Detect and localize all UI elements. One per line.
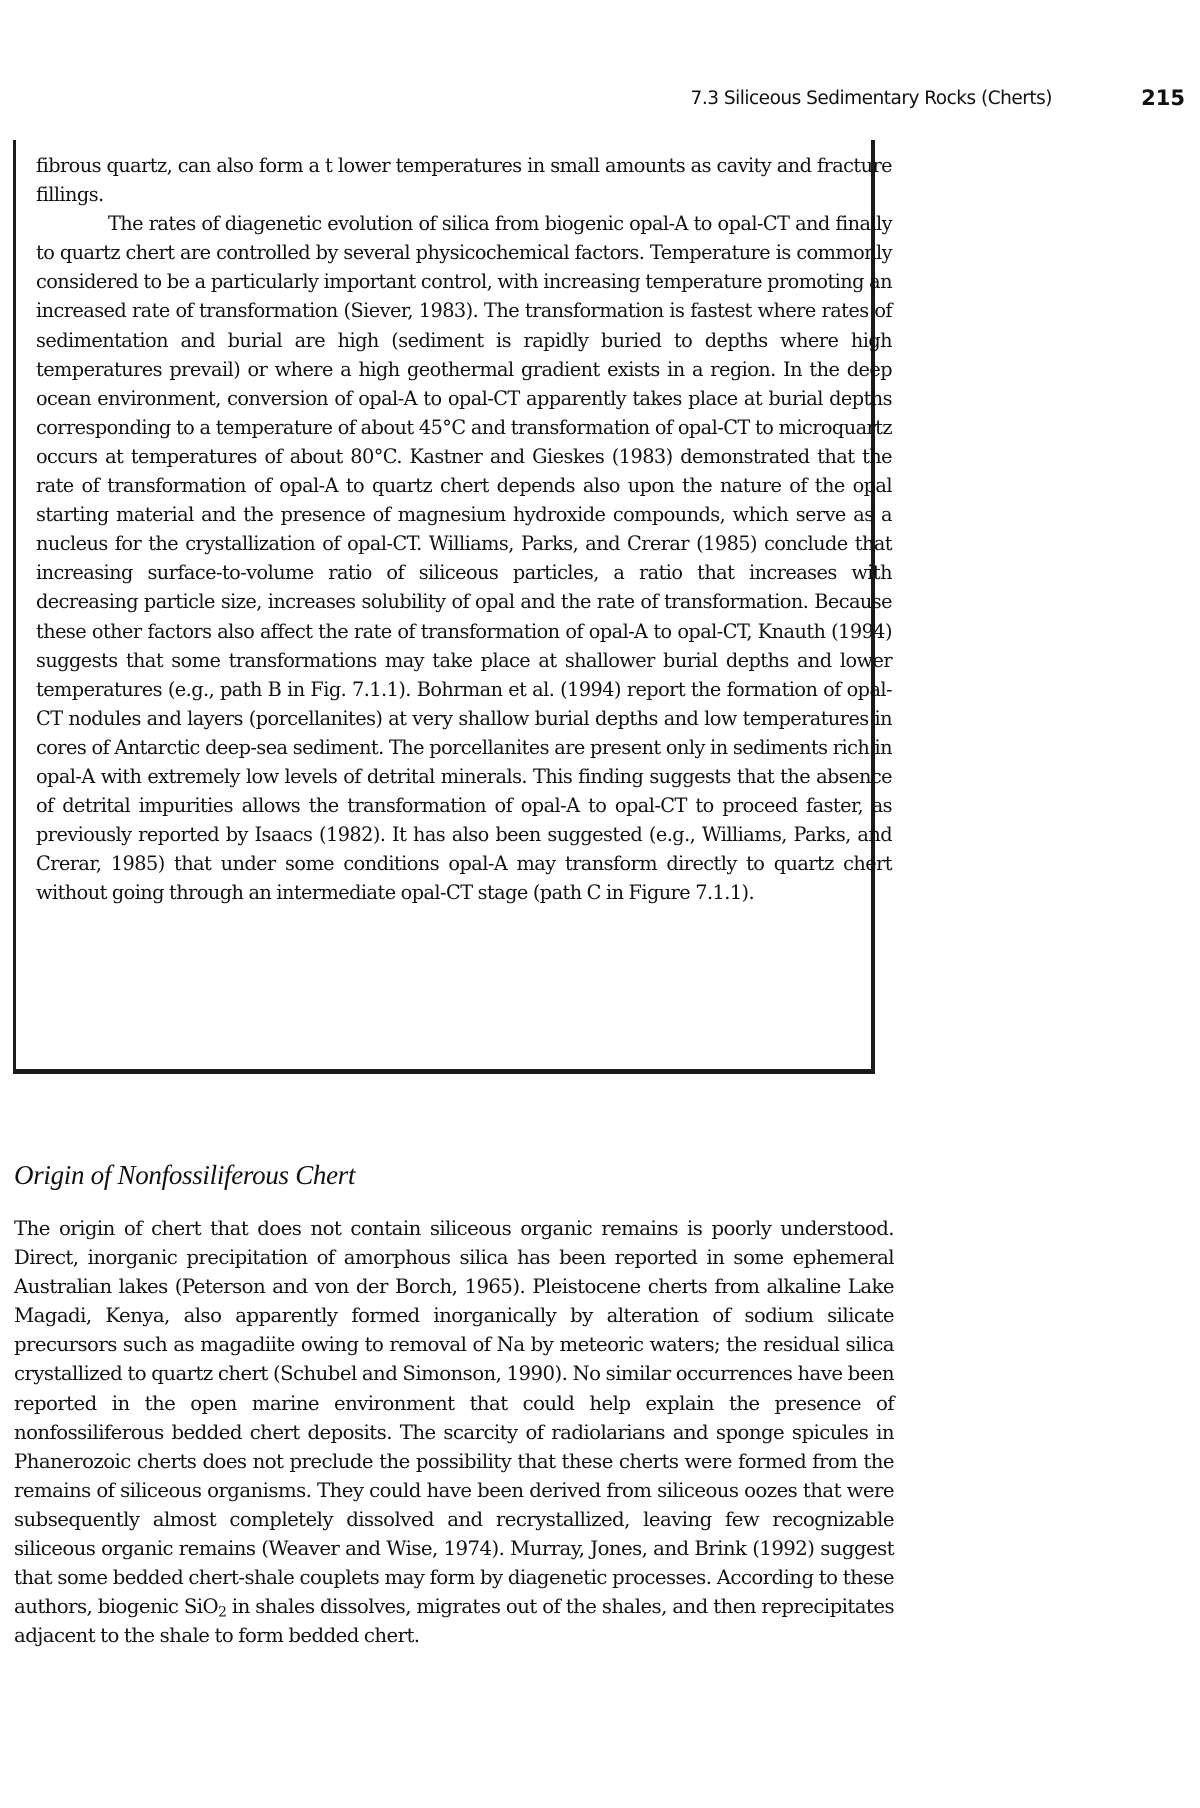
subscript-2: 2 bbox=[218, 1604, 227, 1621]
section-text-after-subscript: in shales dissolves, migrates out of the shales, and then reprecipitates adjacent to the shale to form bedded chert. bbox=[14, 1595, 894, 1648]
section-text-before-subscript: The origin of chert that does not contain siliceous organic remains is poorly understood. Direct, inorganic precipitation of amorphous silica has been reported in some ephemeral Australian lakes (Peterson and von der Borch, 1965). Pleistocene cherts from alkaline Lake Magadi, Kenya, also apparently formed inorganically by alteration of sodium silicate precursors such as magadiite owing to removal of Na by meteoric waters; the residual silica crystallized to quartz chert (Schubel and Simonson, 1990). No similar occurrences have been reported in the open marine environment that could help explain the presence of nonfossiliferous bedded chert deposits. The scarcity of radiolarians and sponge spicules in Phanerozoic cherts does not preclude the possibility that these cherts were formed from the remains of siliceous organisms. They could have been derived from siliceous oozes that were subsequently almost completely dissolved and recrystallized, leaving few recognizable siliceous organic remains (Weaver and Wise, 1974). Murray, Jones, and Brink (1992) suggest that some bedded chert-shale couplets may form by diagenetic processes. According to these authors, biogenic SiO bbox=[14, 1217, 894, 1619]
section-body bbox=[14, 1214, 894, 1650]
boxed-text-panel bbox=[13, 140, 892, 1074]
box-paragraph-2: The rates of diagenetic evolution of silica from biogenic opal-A to opal-CT and finally to quartz chert are controlled by several physicochemical factors. Temperature is commonly considered to be a particularly important control, with increasing temperature promoting an increased rate of transformation (Siever, 1983). The transformation is fastest where rates of sedimentation and burial are high (sediment is rapidly buried to depths where high temperatures prevail) or where a high geothermal gradient exists in a region. In the deep ocean environment, conversion of opal-A to opal-CT apparently takes place at burial depths corresponding to a temperature of about 45°C and transformation of opal-CT to microquartz occurs at temperatures of about 80°C. Kastner and Gieskes (1983) demonstrated that the rate of transformation of opal-A to quartz chert depends also upon the nature of the opal starting material and the presence of magnesium hydroxide compounds, which serve as a nucleus for the crystallization of opal-CT. Williams, Parks, and Crerar (1985) conclude that increasing surface-to-volume ratio of siliceous particles, a ratio that increases with decreasing particle size, increases solubility of opal and the rate of transformation. Because these other factors also affect the rate of transformation of opal-A to opal-CT, Knauth (1994) suggests that some transformations may take place at shallower burial depths and lower temperatures (e.g., path B in Fig. 7.1.1). Bohrman et al. (1994) report the formation of opal-CT nodules and layers (porcellanites) at very shallow burial depths and low temperatures in cores of Antarctic deep-sea sediment. The porcellanites are present only in sediments rich in opal-A with extremely low levels of detrital minerals. This finding suggests that the absence of detrital impurities allows the transformation of opal-A to opal-CT to proceed faster, as previously reported by Isaacs (1982). It has also been suggested (e.g., Williams, Parks, and Crerar, 1985) that under some conditions opal-A may transform directly to quartz chert without going through an intermediate opal-CT stage (path C in Figure 7.1.1). bbox=[36, 212, 892, 905]
box-paragraph-1: fibrous quartz, can also form a t lower temperatures in small amounts as cavity and fracture fillings. bbox=[36, 154, 892, 207]
page-number: 215 bbox=[1141, 86, 1185, 110]
running-head bbox=[0, 88, 1200, 118]
section-paragraph bbox=[14, 1214, 894, 1650]
section-heading: Origin of Nonfossiliferous Chert bbox=[14, 1160, 356, 1190]
boxed-text-body bbox=[36, 151, 892, 907]
running-head-title: 7.3 Siliceous Sedimentary Rocks (Cherts) bbox=[690, 88, 1052, 109]
